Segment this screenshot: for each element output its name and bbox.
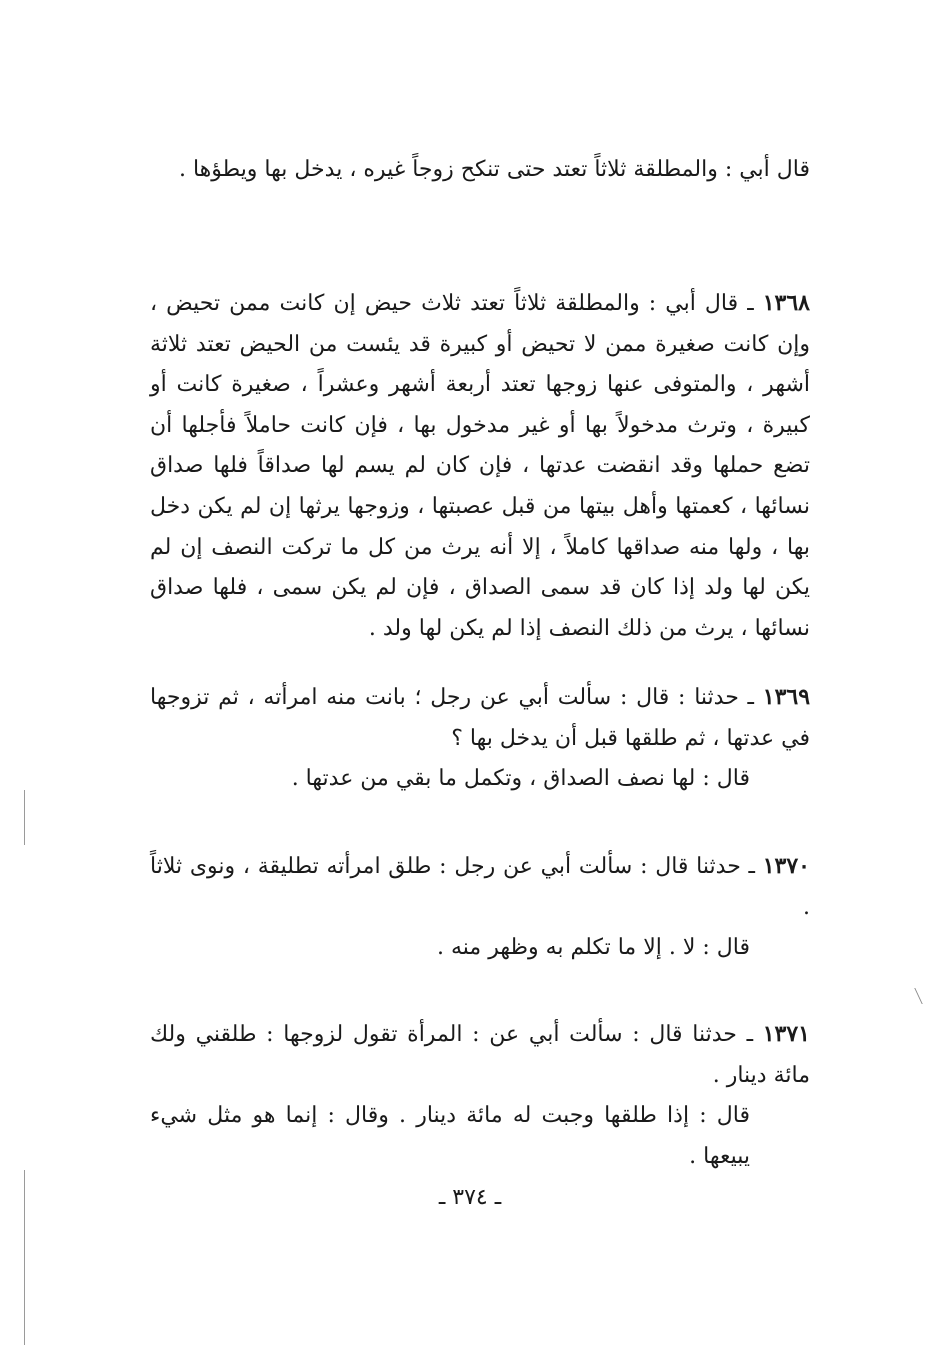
- paragraph-intro: [150, 150, 810, 191]
- question-body: ـ حدثنا : قال : سألت أبي عن رجل ؛ بانت منه امرأته ، ثم تزوجها في عدتها ، ثم طلقها قبل أن يدخل بها ؟: [150, 685, 810, 751]
- paragraph-1368: [150, 283, 810, 649]
- page-number: ـ ٣٧٤ ـ: [438, 1185, 502, 1210]
- paragraph-number: ١٣٧١: [762, 1021, 810, 1047]
- scan-mark: [914, 988, 928, 1004]
- paragraph-number: ١٣٦٨: [762, 290, 810, 316]
- paragraph-number: ١٣٦٩: [762, 684, 811, 710]
- question-text: [150, 677, 810, 759]
- paragraph-1370: [150, 846, 810, 969]
- question-body: ـ حدثنا قال : سألت أبي عن : المرأة تقول لزوجها : طلقني ولك مائة دينار .: [150, 1022, 810, 1088]
- paragraph-1369: [150, 677, 810, 800]
- paragraph-number: ١٣٧٠: [762, 853, 810, 879]
- question-text: [150, 1014, 810, 1096]
- paragraph-text: [150, 283, 810, 649]
- answer-text: قال : لا . إلا ما تكلم به وظهر منه .: [437, 935, 750, 961]
- scan-margin-line: [24, 790, 25, 845]
- paragraph-body: ـ قال أبي : والمطلقة ثلاثاً تعتد ثلاث حيض إن كانت ممن تحيض ، وإن كانت صغيرة ممن لا تحيض أو كبيرة قد يئست من الحيض تعتد ثلاثة أشهر ، والمتوفى عنها زوجها تعتد أربعة أشهر وعشراً ، صغيرة كانت أو كبيرة ، وترث مدخولاً بها أو غير مدخول بها ، فإن كانت حاملاً فأجلها أن تضع حملها وقد انقضت عدتها ، فإن كان لم يسم لها صداقاً فلها صداق نسائها ، كعمتها وأهل بيتها من قبل عصبتها ، وزوجها يرثها إن لم يكن دخل بها ، ولها منه صداقها كاملاً ، إلا أنه يرث من كل ما تركت النصف إن لم يكن لها ولد إذا كان قد سمى الصداق ، فإن لم يكن سمى ، فلها صداق نسائها ، يرث من ذلك النصف إذا لم يكن لها ولد .: [150, 291, 810, 641]
- question-text: [150, 846, 810, 928]
- paragraph-text: قال أبي : والمطلقة ثلاثاً تعتد حتى تنكح زوجاً غيره ، يدخل بها ويطؤها .: [178, 157, 810, 182]
- paragraph-1371: [150, 1014, 810, 1177]
- answer-text: قال : إذا طلقها وجبت له مائة دينار . وقال : إنما هو مثل شيء يبيعها .: [150, 1103, 750, 1169]
- question-body: ـ حدثنا قال : سألت أبي عن رجل : طلق امرأته تطليقة ، ونوى ثلاثاً .: [150, 854, 810, 920]
- answer-text: قال : لها نصف الصداق ، وتكمل ما بقي من عدتها .: [291, 766, 750, 792]
